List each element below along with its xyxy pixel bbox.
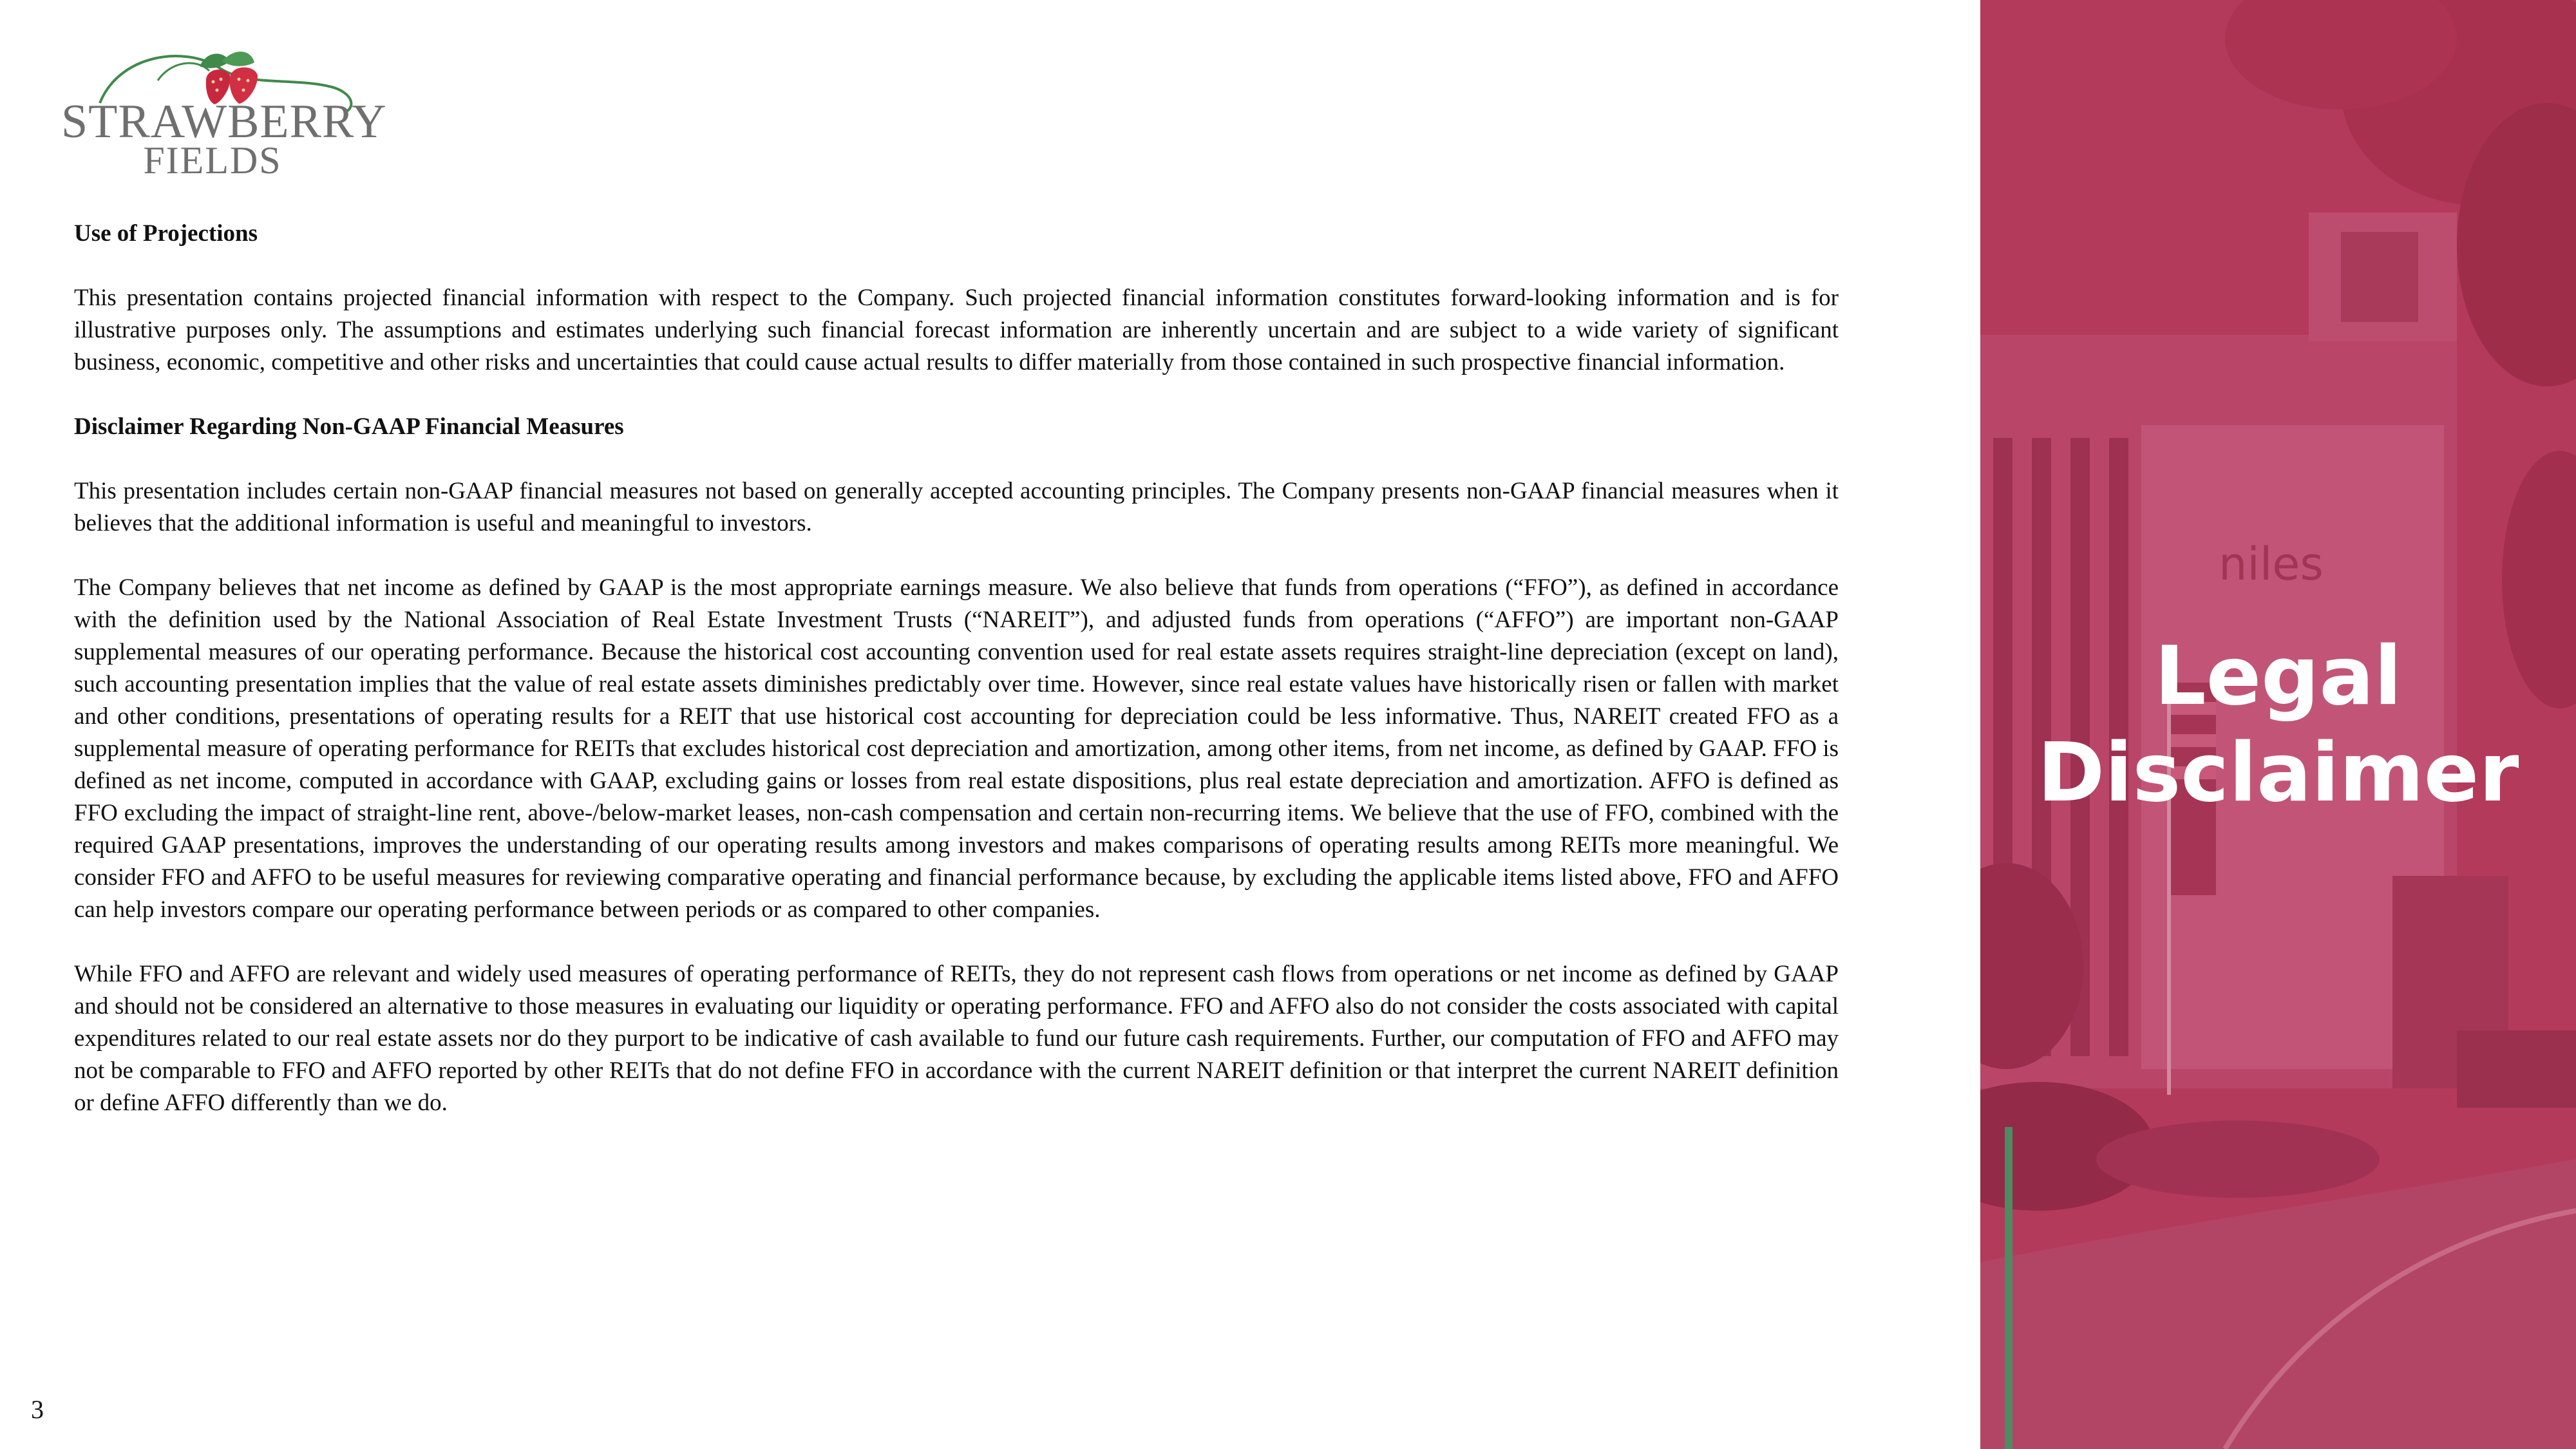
paragraph-non-gaap-intro: This presentation includes certain non-GAAP financial measures not based on generally accepted accounting principles. The Company presents non-GAAP financial measures when it believes that the additional information is useful and meaningful to investors. <box>74 478 1839 536</box>
company-logo <box>61 42 387 190</box>
section-heading-projections: Use of Projections <box>74 220 258 247</box>
logo-wordmark-line1: STRAWBERRY <box>61 95 387 148</box>
paragraph-ffo-definition: The Company believes that net income as defined by GAAP is the most appropriate earnings measure. We also believe that funds from operations (“FFO”), as defined in accordance with the definition used by the National Association of Real Estate Investment Trusts (“NAREIT”), and adjusted funds from operations (“AFFO”) are important non-GAAP supplemental measures of our operating performance. Because the historical cost accounting convention used for real estate assets requires straight-line depreciation (except on land), such accounting presentation implies that the value of real estate assets diminishes predictably over time. However, since real estate values have historically risen or fallen with market and other conditions, presentations of operating results for a REIT that use historical cost accounting for depreciation could be less informative. Thus, NAREIT created FFO as a supplemental measure of operating performance for REITs that excludes historical cost depreciation and amortization, among other items, from net income, as defined by GAAP. FFO is defined as net income, computed in accordance with GAAP, excluding gains or losses from real estate dispositions, plus real estate depreciation and amortization. AFFO is defined as FFO excluding the impact of straight-line rent, above-/below-market leases, non-cash compensation and certain non-recurring items. We believe that the use of FFO, combined with the required GAAP presentations, improves the understanding of our operating results among investors and makes comparisons of operating results among REITs more meaningful. We consider FFO and AFFO to be useful measures for reviewing comparative operating and financial performance because, by excluding the applicable items listed above, FFO and AFFO can help investors compare our operating performance between periods or as compared to other companies. <box>74 574 1839 923</box>
accent-bar <box>2005 1127 2012 1449</box>
panel-title <box>1980 628 2576 821</box>
building-sign-text: niles <box>2219 538 2324 591</box>
side-panel <box>1980 0 2576 1449</box>
paragraph-projections: This presentation contains projected financial information with respect to the Company. Such projected financial information constitutes forward-looking information and is for illustrative purposes only. The assumptions and estimates underlying such financial forecast information are inherently uncertain and are subject to a wide variety of significant business, economic, competitive and other risks and uncertainties that could cause actual results to differ materially from those contained in such prospective financial information. <box>74 285 1839 375</box>
panel-title-line2: Disclaimer <box>2037 725 2519 820</box>
paragraph-ffo-limitations: While FFO and AFFO are relevant and widely used measures of operating performance of REITs, they do not represent cash flows from operations or net income as defined by GAAP and should not be considered an alternative to those measures in evaluating our liquidity or operating performance. FFO and AFFO also do not consider the costs associated with capital expenditures related to our real estate assets nor do they purport to be indicative of cash available to fund our future cash requirements. Further, our computation of FFO and AFFO may not be comparable to FFO and AFFO reported by other REITs that do not define FFO in accordance with the current NAREIT definition or that interpret the current NAREIT definition or define AFFO differently than we do. <box>74 961 1839 1116</box>
section-heading-non-gaap: Disclaimer Regarding Non-GAAP Financial Measures <box>74 413 624 440</box>
panel-title-line1: Legal <box>2154 629 2402 723</box>
page-number: 3 <box>31 1395 44 1424</box>
logo-wordmark-line2: FIELDS <box>143 139 282 182</box>
disclaimer-body <box>74 218 1839 1151</box>
